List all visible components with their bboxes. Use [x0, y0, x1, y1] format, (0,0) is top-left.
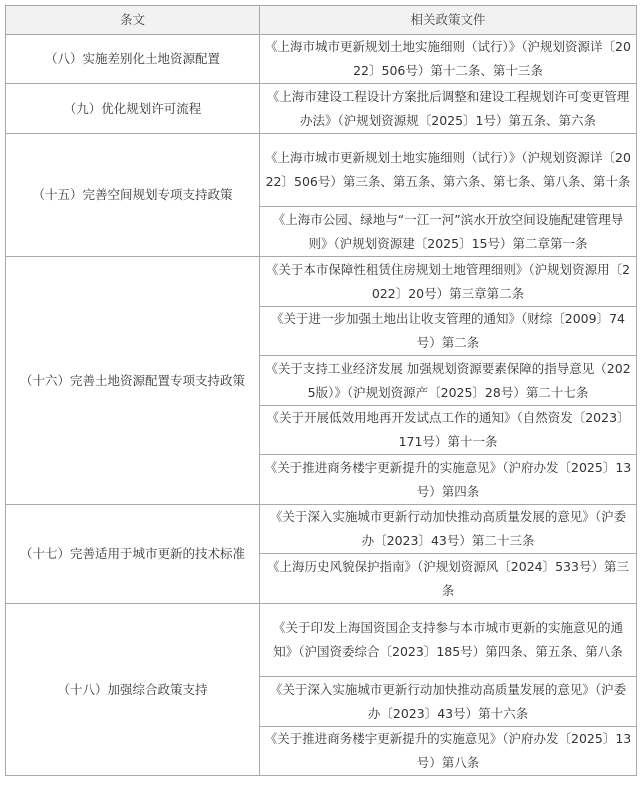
clause-cell: （十八）加强综合政策支持 [6, 604, 260, 776]
table-row [6, 604, 637, 677]
policy-doc-cell: 《关于进一步加强土地出让收支管理的通知》（财综〔2009〕74号）第二条 [260, 307, 637, 356]
clause-cell: （十六）完善土地资源配置专项支持政策 [6, 257, 260, 505]
policy-doc-cell: 《关于支持工业经济发展 加强规划资源要素保障的指导意见（2025版）》（沪规划资源产〔2025〕28号）第二十七条 [260, 356, 637, 406]
header-clause: 条文 [6, 6, 260, 35]
policy-doc-cell: 《关于推进商务楼宇更新提升的实施意见》（沪府办发〔2025〕13号）第四条 [260, 455, 637, 505]
header-policy: 相关政策文件 [260, 6, 637, 35]
clause-cell: （八）实施差别化土地资源配置 [6, 35, 260, 84]
policy-doc-cell: 《上海市公园、绿地与“一江一河”滨水开放空间设施配建管理导则》（沪规划资源建〔2025〕15号）第二章第一条 [260, 207, 637, 257]
policy-doc-cell: 《上海市城市更新规划土地实施细则（试行）》（沪规划资源详〔2022〕506号）第三条、第五条、第六条、第七条、第八条、第十条 [260, 134, 637, 207]
policy-doc-cell: 《关于本市保障性租赁住房规划土地管理细则》（沪规划资源用〔2022〕20号）第三章第二条 [260, 257, 637, 307]
table-row [6, 257, 637, 307]
policy-doc-cell: 《关于推进商务楼宇更新提升的实施意见》（沪府办发〔2025〕13号）第八条 [260, 727, 637, 776]
table-row [6, 134, 637, 207]
header-row [6, 6, 637, 35]
policy-doc-cell: 《上海市城市更新规划土地实施细则（试行）》（沪规划资源详〔2022〕506号）第十二条、第十三条 [260, 35, 637, 84]
clause-cell: （十七）完善适用于城市更新的技术标准 [6, 505, 260, 604]
clause-cell: （九）优化规划许可流程 [6, 84, 260, 134]
policy-doc-cell: 《关于印发上海国资国企支持参与本市城市更新的实施意见的通知》（沪国资委综合〔2023〕185号）第四条、第五条、第八条 [260, 604, 637, 677]
policy-doc-cell: 《关于开展低效用地再开发试点工作的通知》（自然资发〔2023〕171号）第十一条 [260, 406, 637, 455]
policy-doc-cell: 《关于深入实施城市更新行动加快推动高质量发展的意见》（沪委办〔2023〕43号）第十六条 [260, 677, 637, 727]
table-row [6, 505, 637, 554]
table-row [6, 35, 637, 84]
clause-cell: （十五）完善空间规划专项支持政策 [6, 134, 260, 257]
policy-table [5, 5, 637, 776]
policy-doc-cell: 《上海历史风貌保护指南》（沪规划资源风〔2024〕533号）第三条 [260, 554, 637, 604]
policy-doc-cell: 《关于深入实施城市更新行动加快推动高质量发展的意见》（沪委办〔2023〕43号）第二十三条 [260, 505, 637, 554]
table-row [6, 84, 637, 134]
policy-doc-cell: 《上海市建设工程设计方案批后调整和建设工程规划许可变更管理办法》（沪规划资源规〔2025〕1号）第五条、第六条 [260, 84, 637, 134]
